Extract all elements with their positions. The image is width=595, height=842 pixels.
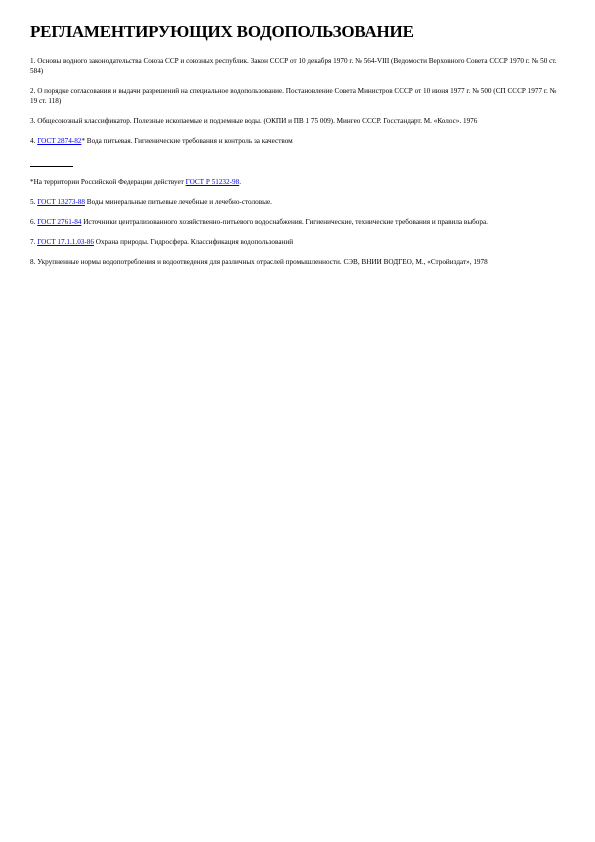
reference-number: 5. [30,198,38,206]
reference-item-3: 3. Общесоюзный классификатор. Полезные ископаемые и подземные воды. (ОКПИ и ПВ 1 75 009). Мингео СССР. Госстандарт. М. «Колос». 1976 [30,117,478,125]
gost-2874-82-link[interactable]: ГОСТ 2874-82 [37,137,82,145]
reference-item-8: 8. Укрупненные нормы водопотребления и водоотведения для различных отраслей промышленности. СЭВ, ВНИИ ВОДГЕО, М., «Стройиздат», 1978 [30,258,488,266]
gost-17-1-1-03-86-link[interactable]: ГОСТ 17.1.1.03-86 [37,238,94,246]
document-page [30,22,565,277]
reference-text: Источники централизованного хозяйственно-питьевого водоснабжения. Гигиенические, технические требования и правила выбора. [81,218,488,226]
reference-text: Воды минеральные питьевые лечебные и лечебно-столовые. [84,198,272,206]
gost-13273-88-link[interactable]: ГОСТ 13273-88 [37,198,85,206]
footnote [30,177,565,187]
reference-number: 6. [30,218,38,226]
reference-item-4 [30,136,565,146]
footnote-text: *На территории Российской Федерации действует [30,178,186,186]
reference-item-5 [30,197,565,207]
reference-item-7 [30,237,565,247]
gost-2761-84-link[interactable]: ГОСТ 2761-84 [37,218,82,226]
reference-text: * Вода питьевая. Гигиенические требования и контроль за качеством [81,137,293,145]
reference-item-2: 2. О порядке согласования и выдачи разрешений на специальное водопользование. Постановление Совета Министров СССР от 10 июня 1977 г. № 500 (СП СССР 1977 г. № 19 ст. 118) [30,87,557,105]
footnote-divider [30,166,73,167]
reference-text: Охрана природы. Гидросфера. Классификация водопользований [93,238,294,246]
reference-item-1: 1. Основы водного законодательства Союза ССР и союзных республик. Закон СССР от 10 декабря 1970 г. № 564-VIII (Ведомости Верховного Совета СССР 1970 г. № 50 ст. 584) [30,57,557,75]
reference-item-6 [30,217,565,227]
gost-r-51232-98-link[interactable]: ГОСТ Р 51232-98 [185,178,240,186]
reference-number: 7. [30,238,38,246]
page-title: РЕГЛАМЕНТИРУЮЩИХ ВОДОПОЛЬЗОВАНИЕ [30,22,414,41]
reference-number: 4. [30,137,38,145]
footnote-end: . [239,178,242,186]
